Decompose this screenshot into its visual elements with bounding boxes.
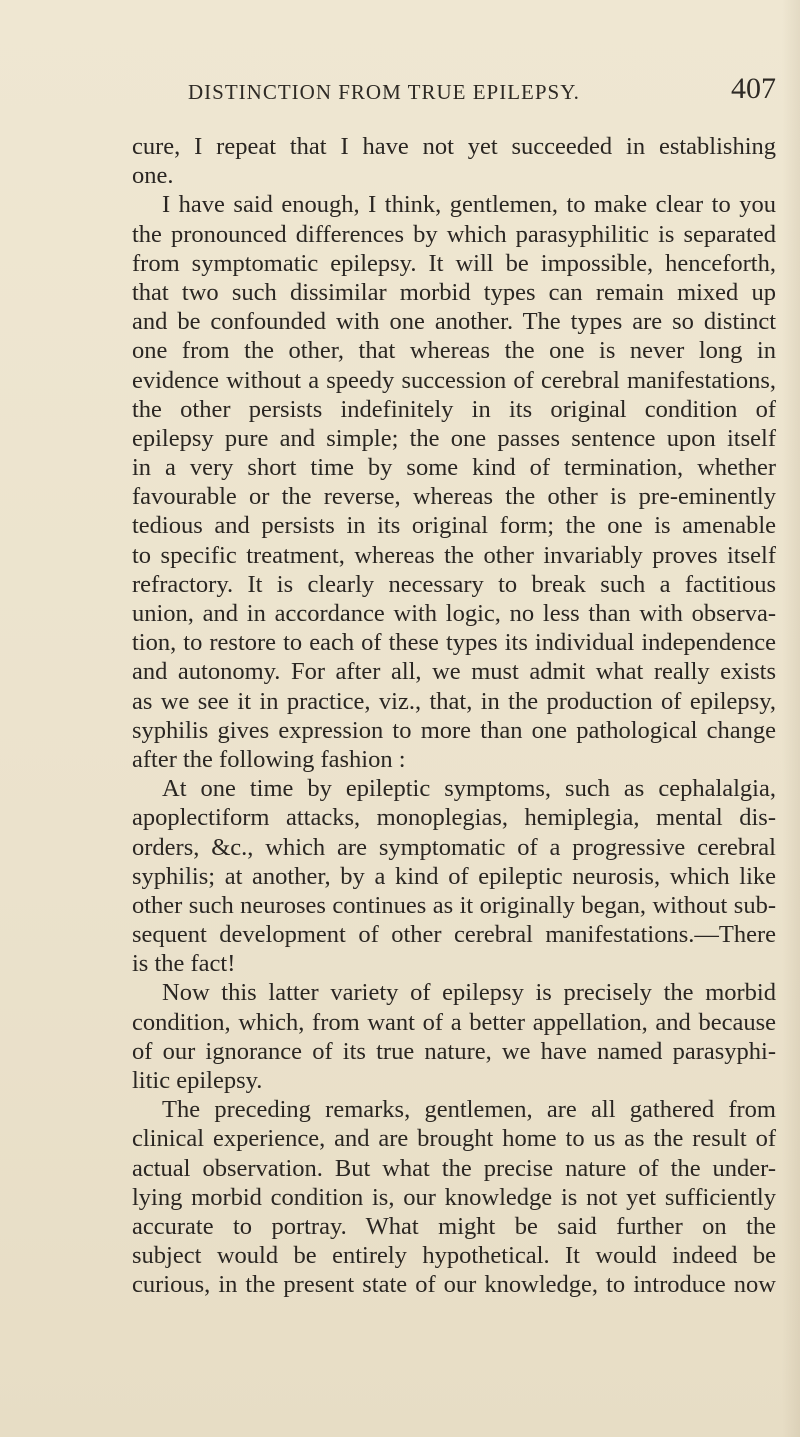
text-line: condition, which, from want of a better appellation, and because [132,1008,776,1036]
text-line: from symptomatic epilepsy. It will be impossible, henceforth, [132,249,776,277]
text-line: union, and in accordance with logic, no less than with observa- [132,600,776,627]
text-line: that two such dissimilar morbid types can remain mixed up [132,278,776,306]
text-line: cure, I repeat that I have not yet succeeded in establishing [132,133,776,160]
text-line: other such neuroses continues as it originally began, without sub- [132,891,776,919]
text-line: as we see it in practice, viz., that, in the production of epilepsy, [132,687,776,715]
text-line: accurate to portray. What might be said further on the [132,1212,776,1240]
text-line: the pronounced differences by which parasyphilitic is separated [132,220,776,248]
text-line: favourable or the reverse, whereas the other is pre-eminently [132,483,776,511]
text-line: tedious and persists in its original form; the one is amenable [132,512,776,540]
text-line: orders, &c., which are symptomatic of a progressive cerebral [132,833,776,861]
text-line: apoplectiform attacks, monoplegias, hemiplegia, mental dis- [132,804,776,832]
text-line: epilepsy pure and simple; the one passes sentence upon itself [132,424,776,452]
text-line: actual observation. But what the precise nature of the under- [132,1154,776,1182]
text-line: clinical experience, and are brought home to us as the result of [132,1125,776,1153]
running-title: DISTINCTION FROM TRUE EPILEPSY. [188,80,580,104]
text-line: one. [132,162,174,190]
page-edge-shadow [782,0,800,1437]
text-line: refractory. It is clearly necessary to break such a factitious [132,570,776,598]
running-head [140,72,776,112]
text-line: subject would be entirely hypothetical. It would indeed be [132,1242,776,1270]
text-line: of our ignorance of its true nature, we have named parasyphi- [132,1037,776,1065]
text-line: and autonomy. For after all, we must admit what really exists [132,658,776,686]
text-line: I have said enough, I think, gentlemen, to make clear to you [162,191,776,219]
text-line: and be confounded with one another. The types are so distinct [132,308,776,336]
text-line: in a very short time by some kind of termination, whether [132,454,776,482]
text-line: tion, to restore to each of these types its individual independence [132,629,776,657]
text-line: lying morbid condition is, our knowledge is not yet sufficiently [132,1183,776,1211]
text-line: The preceding remarks, gentlemen, are all gathered from [162,1096,776,1124]
text-line: sequent development of other cerebral manifestations.—There [132,921,776,949]
text-line: litic epilepsy. [132,1067,263,1094]
text-line: one from the other, that whereas the one is never long in [132,337,776,365]
text-line: curious, in the present state of our knowledge, to introduce now [132,1271,776,1299]
text-line: syphilis; at another, by a kind of epileptic neurosis, which like [132,862,776,890]
text-line: is the fact! [132,950,236,978]
text-line: to specific treatment, whereas the other invariably proves itself [132,541,776,569]
text-line: after the following fashion : [132,745,406,773]
text-line: the other persists indefinitely in its original condition of [132,395,776,423]
text-line: Now this latter variety of epilepsy is precisely the morbid [162,979,776,1007]
page-number: 407 [731,72,776,105]
text-line: evidence without a speedy succession of cerebral manifestations, [132,366,776,394]
body-text [132,132,776,1300]
text-line: syphilis gives expression to more than one pathological change [132,716,776,744]
text-line: At one time by epileptic symptoms, such as cephalalgia, [162,775,776,803]
